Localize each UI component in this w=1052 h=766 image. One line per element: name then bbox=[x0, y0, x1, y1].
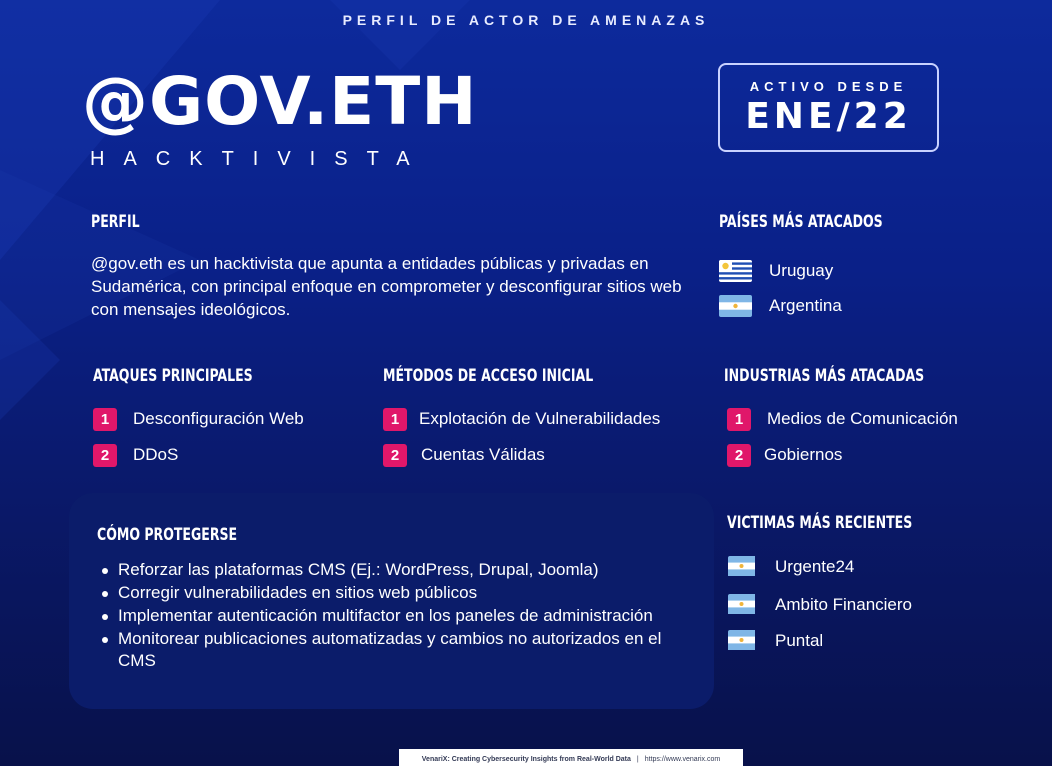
page-top-title: PERFIL DE ACTOR DE AMENAZAS bbox=[342, 12, 710, 28]
countries-heading: PAÍSES MÁS ATACADOS bbox=[719, 212, 883, 232]
access-methods-list bbox=[383, 401, 660, 473]
method-label: Explotación de Vulnerabilidades bbox=[419, 409, 661, 428]
argentina-flag-icon bbox=[728, 630, 761, 652]
profile-heading: PERFIL bbox=[91, 212, 140, 232]
list-item bbox=[727, 401, 958, 437]
victim-name: Puntal bbox=[775, 631, 824, 650]
method-label: Cuentas Válidas bbox=[421, 445, 545, 464]
country-name: Argentina bbox=[769, 296, 842, 315]
rank-badge: 2 bbox=[383, 444, 407, 467]
protection-heading: CÓMO PROTEGERSE bbox=[97, 525, 238, 545]
list-item bbox=[727, 437, 958, 473]
country-name: Uruguay bbox=[769, 261, 834, 280]
victims-list bbox=[728, 555, 912, 653]
actor-type: HACKTIVISTA bbox=[90, 148, 429, 170]
victim-name: Ambito Financiero bbox=[775, 595, 913, 614]
attacks-list bbox=[93, 401, 304, 473]
victims-heading: VICTIMAS MÁS RECIENTES bbox=[727, 513, 913, 533]
list-item: Implementar autenticación multifactor en los paneles de administración bbox=[98, 605, 698, 627]
profile-text: @gov.eth es un hacktivista que apunta a entidades públicas y privadas en Sudamérica, con principal enfoque en comprometer y desconfigurar sitios web con mensajes ideológicos. bbox=[91, 254, 682, 319]
access-methods-heading: MÉTODOS DE ACCESO INICIAL bbox=[383, 366, 594, 386]
list-item bbox=[93, 401, 304, 437]
argentina-flag-icon bbox=[728, 556, 761, 578]
industries-heading: INDUSTRIAS MÁS ATACADAS bbox=[724, 366, 925, 386]
list-item bbox=[383, 437, 660, 473]
rank-badge: 1 bbox=[727, 408, 751, 431]
industry-label: Gobiernos bbox=[764, 445, 843, 464]
list-item bbox=[93, 437, 304, 473]
protection-list bbox=[98, 559, 698, 673]
footer-separator: | bbox=[636, 755, 639, 763]
industry-label: Medios de Comunicación bbox=[767, 409, 958, 428]
active-since-value: ENE/22 bbox=[745, 96, 912, 137]
list-item bbox=[728, 593, 912, 617]
list-item bbox=[719, 294, 842, 318]
footer-brand: VenariX: Creating Cybersecurity Insights from Real-World Data bbox=[421, 755, 631, 763]
argentina-flag-icon bbox=[728, 594, 761, 616]
footer-bar bbox=[399, 749, 743, 766]
footer-url[interactable]: https://www.venarix.com bbox=[644, 755, 721, 763]
countries-list bbox=[719, 259, 842, 318]
attacks-heading: ATAQUES PRINCIPALES bbox=[93, 366, 253, 386]
rank-badge: 2 bbox=[93, 444, 117, 467]
list-item: Corregir vulnerabilidades en sitios web públicos bbox=[98, 582, 698, 604]
list-item bbox=[728, 555, 912, 579]
list-item: Reforzar las plataformas CMS (Ej.: WordPress, Drupal, Joomla) bbox=[98, 559, 698, 581]
list-item bbox=[719, 259, 842, 283]
rank-badge: 1 bbox=[93, 408, 117, 431]
rank-badge: 2 bbox=[727, 444, 751, 467]
list-item: Monitorear publicaciones automatizadas y cambios no autorizados en el CMS bbox=[98, 628, 698, 672]
list-item bbox=[383, 401, 660, 437]
uruguay-flag-icon bbox=[719, 260, 752, 282]
attack-label: Desconfiguración Web bbox=[133, 409, 304, 428]
rank-badge: 1 bbox=[383, 408, 407, 431]
active-since-box bbox=[718, 63, 939, 152]
argentina-flag-icon bbox=[719, 295, 752, 317]
actor-name: @GOV.ETH bbox=[82, 63, 478, 140]
victim-name: Urgente24 bbox=[775, 557, 855, 576]
list-item bbox=[728, 629, 912, 653]
attack-label: DDoS bbox=[133, 445, 179, 464]
industries-list bbox=[727, 401, 958, 473]
active-since-label: ACTIVO DESDE bbox=[749, 79, 908, 94]
